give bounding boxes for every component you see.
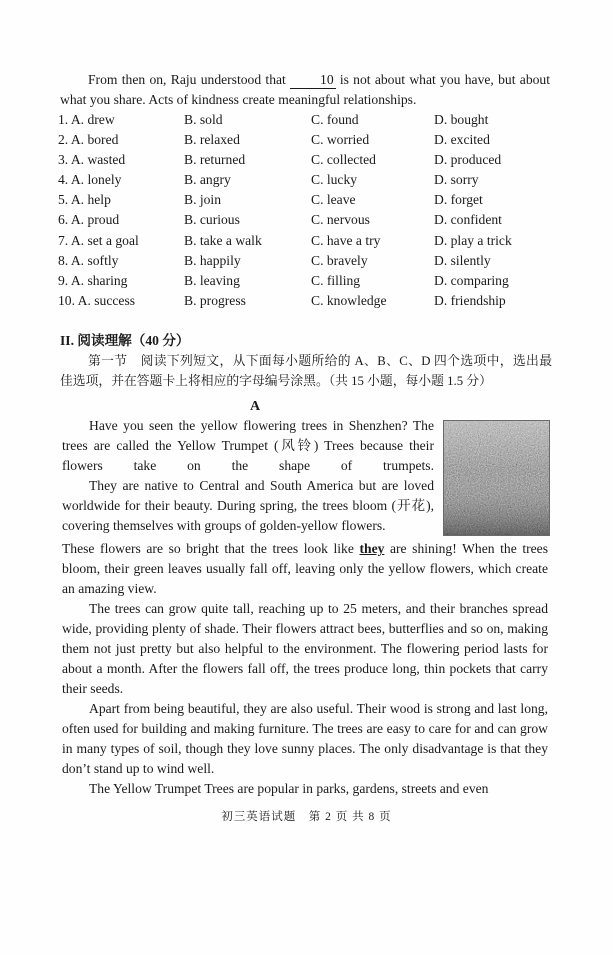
- option-2d: D. excited: [434, 132, 490, 148]
- option-8c: C. bravely: [311, 252, 368, 268]
- option-4c: C. lucky: [311, 172, 358, 188]
- option-4a: 4. A. lonely: [58, 172, 122, 188]
- passage-paragraph-5: The Yellow Trumpet Trees are popular in parks, gardens, streets and even: [89, 781, 489, 796]
- option-3d: D. produced: [434, 152, 502, 168]
- option-9b: B. leaving: [184, 272, 240, 288]
- option-row-1: [58, 110, 558, 130]
- option-7d: D. play a trick: [434, 232, 512, 248]
- blank-10: 10: [290, 72, 336, 89]
- option-row-4: [58, 170, 558, 190]
- option-row-3: [58, 150, 558, 170]
- instructions-text: 第一节 阅读下列短文，从下面每小题所给的 A、B、C、D 四个选项中，选出最佳选项，并在答题卡上将相应的字母编号涂黑。（共 15 小题，每小题 1.5 分）: [60, 354, 552, 388]
- option-2a: 2. A. bored: [58, 132, 119, 148]
- option-4b: B. angry: [184, 172, 231, 188]
- option-6d: D. confident: [434, 212, 502, 228]
- option-row-8: [58, 251, 558, 271]
- option-9a: 9. A. sharing: [58, 272, 128, 288]
- option-row-10: [58, 291, 558, 311]
- option-6b: B. curious: [184, 212, 240, 228]
- option-10c: C. knowledge: [311, 292, 387, 308]
- option-5c: C. leave: [311, 192, 356, 208]
- option-10b: B. progress: [184, 292, 246, 308]
- cloze-ending-paragraph: [60, 70, 550, 110]
- passage-column-beside-photo: [62, 416, 434, 536]
- section-instructions: [60, 351, 552, 391]
- option-5a: 5. A. help: [58, 192, 111, 208]
- passage-paragraph-1: Have you seen the yellow flowering trees in Shenzhen? The trees are called the Yellow Trumpet (风铃) Trees because their flowers take on the shape of trumpets.: [62, 418, 434, 473]
- option-row-7: [58, 231, 558, 251]
- option-9d: D. comparing: [434, 272, 509, 288]
- option-10a: 10. A. success: [58, 292, 136, 308]
- option-6a: 6. A. proud: [58, 212, 120, 228]
- option-7c: C. have a try: [311, 232, 381, 248]
- option-10d: D. friendship: [434, 292, 506, 308]
- option-3a: 3. A. wasted: [58, 152, 126, 168]
- option-8d: D. silently: [434, 252, 491, 268]
- passage-paragraph-2b: These flowers are so bright that the trees look like they are shining! When the trees bloom, their green leaves usually fall off, leaving only the yellow flowers, which create an amazing view.: [62, 541, 548, 596]
- option-7b: B. take a walk: [184, 232, 262, 248]
- option-1b: B. sold: [184, 112, 223, 127]
- passage-body: [62, 539, 548, 799]
- cloze-options: [58, 110, 558, 311]
- section-heading: II. 阅读理解（40 分）: [60, 333, 190, 348]
- option-9c: C. filling: [311, 272, 361, 288]
- option-row-9: [58, 271, 558, 291]
- passage-title: A: [249, 399, 261, 414]
- intro-text-after: is not about what you have, but about what you share. Acts of kindness create meaningful relationships.: [60, 72, 550, 107]
- option-row-6: [58, 210, 558, 230]
- passage-paragraph-2a: They are native to Central and South America but are loved worldwide for their beauty. During spring, the trees bloom (开花), covering themselves with groups of golden-yellow flowers.: [62, 478, 434, 533]
- option-1d: D. bought: [434, 112, 489, 127]
- intro-text-before: From then on, Raju understood that: [88, 72, 286, 87]
- option-2b: B. relaxed: [184, 132, 240, 148]
- option-1c: C. found: [311, 112, 359, 127]
- option-4d: D. sorry: [434, 172, 479, 188]
- option-7a: 7. A. set a goal: [58, 232, 139, 248]
- option-5d: D. forget: [434, 192, 483, 208]
- passage-paragraph-3: The trees can grow quite tall, reaching up to 25 meters, and their branches spread wide, providing plenty of shade. Their flowers attract bees, butterflies and so on, making them not just pretty but also helpful to the environment. The flowering period lasts for about a month. After the flowers fall off, the trees produce long, thin pockets that carry their seeds.: [62, 601, 548, 696]
- option-1a: 1. A. drew: [58, 112, 115, 127]
- yellow-trumpet-tree-photo: [443, 420, 550, 536]
- option-row-2: [58, 130, 558, 150]
- option-8a: 8. A. softly: [58, 252, 119, 268]
- option-5b: B. join: [184, 192, 222, 208]
- option-8b: B. happily: [184, 252, 241, 268]
- passage-paragraph-4: Apart from being beautiful, they are also useful. Their wood is strong and last long, often used for building and making furniture. The trees are easy to care for and can grow in many types of soil, though they love sunny places. The only disadvantage is that they don’t stand up to wind well.: [62, 701, 548, 776]
- page-footer: 初三英语试题 第 2 页 共 8 页: [221, 811, 392, 823]
- option-6c: C. nervous: [311, 212, 370, 228]
- option-3c: C. collected: [311, 152, 376, 168]
- option-2c: C. worried: [311, 132, 370, 148]
- option-row-5: [58, 190, 558, 210]
- option-3b: B. returned: [184, 152, 246, 168]
- underlined-word-they: they: [359, 541, 385, 556]
